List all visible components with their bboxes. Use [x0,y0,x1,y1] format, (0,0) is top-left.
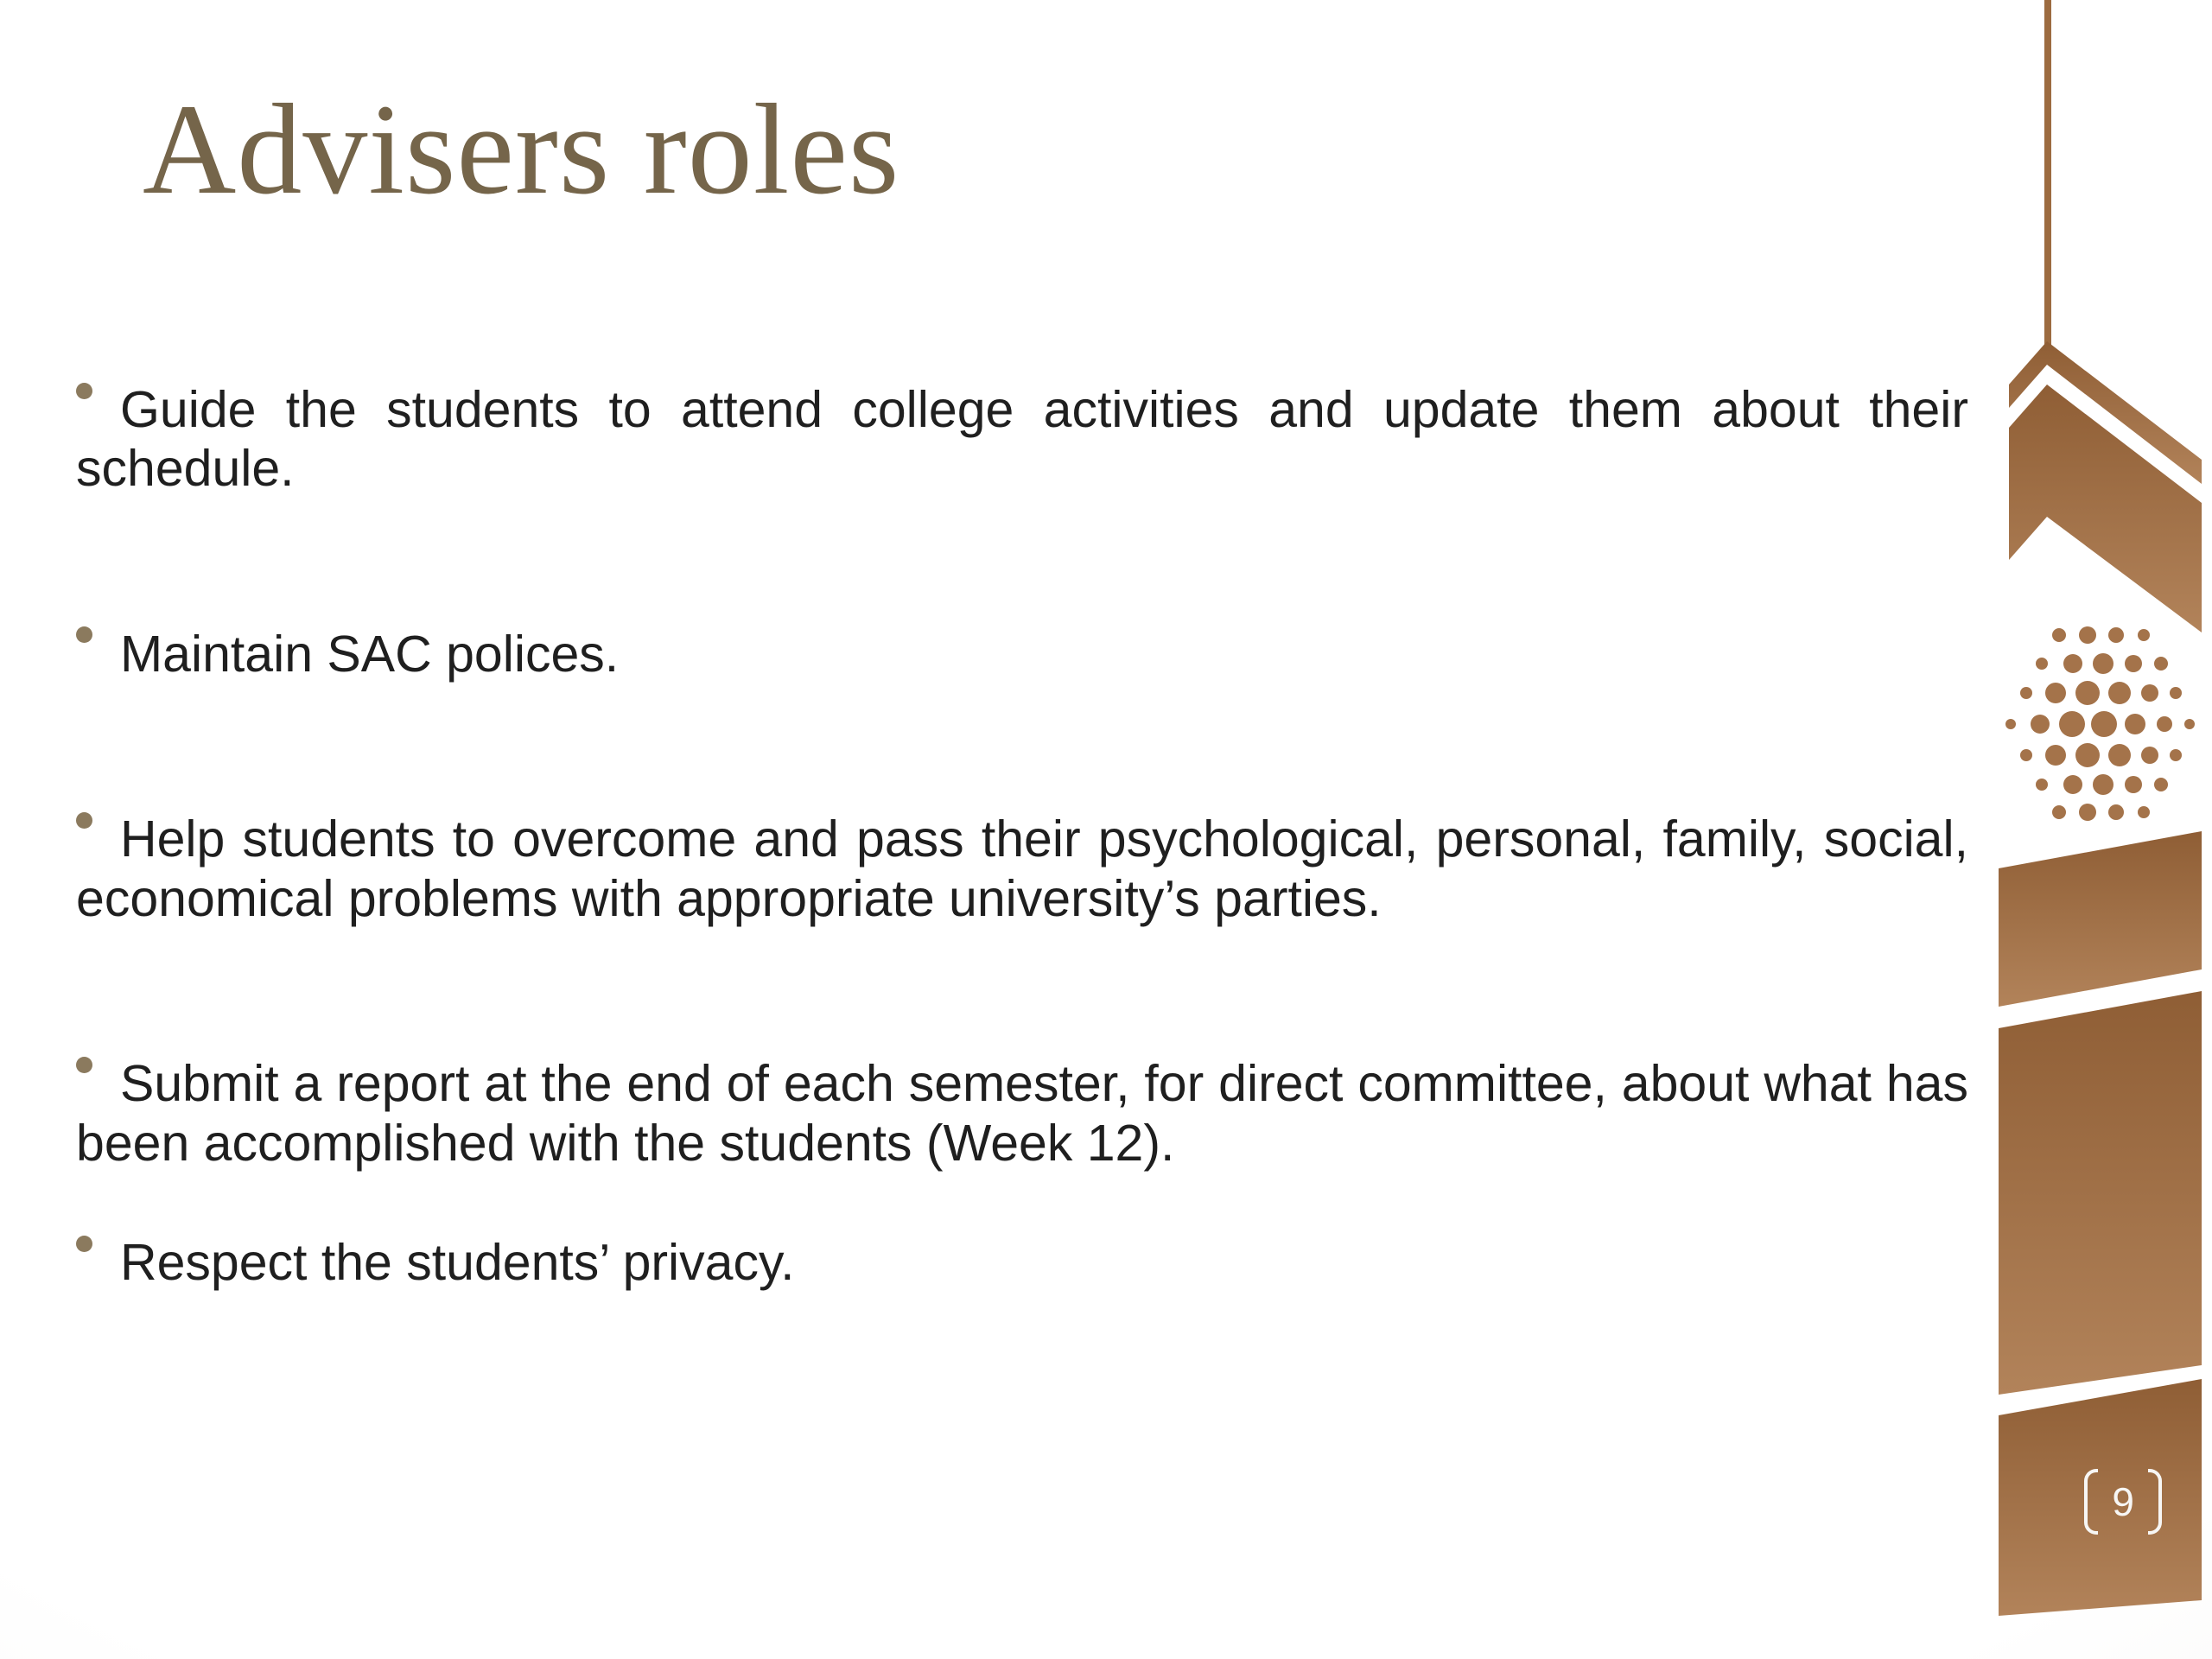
page-number: 9 [2112,1479,2134,1524]
bullet-text: Maintain SAC polices. [120,625,620,683]
bullet-text: Help students to overcome and pass their psychological, personal, family, social, economical problems with appropriate university’s parties. [76,810,1968,927]
bullet-text: Submit a report at the end of each semester, for direct committee, about what has been accomplished with the students (Week 12). [76,1055,1968,1172]
bullet-dot-icon [76,1236,92,1252]
bullet-item [76,380,1968,499]
bullet-item [76,1054,1968,1173]
bullet-list [76,380,1968,1293]
bullet-item [76,810,1968,928]
bullet-dot-icon [76,1057,92,1073]
slide-title: Advisers roles [143,78,900,221]
page-number-box [2084,1469,2162,1535]
bracket-right-icon [2148,1469,2162,1535]
bracket-left-icon [2084,1469,2098,1535]
bullet-item [76,625,1968,683]
bullet-item [76,1233,1968,1292]
building-tower-icon [1999,0,2202,1659]
bullet-dot-icon [76,383,92,399]
bullet-dot-icon [76,626,92,643]
bullet-text: Respect the students’ privacy. [120,1234,795,1292]
bullet-text: Guide the students to attend college activities and update them about their schedule. [76,381,1968,498]
bullet-dot-icon [76,812,92,829]
